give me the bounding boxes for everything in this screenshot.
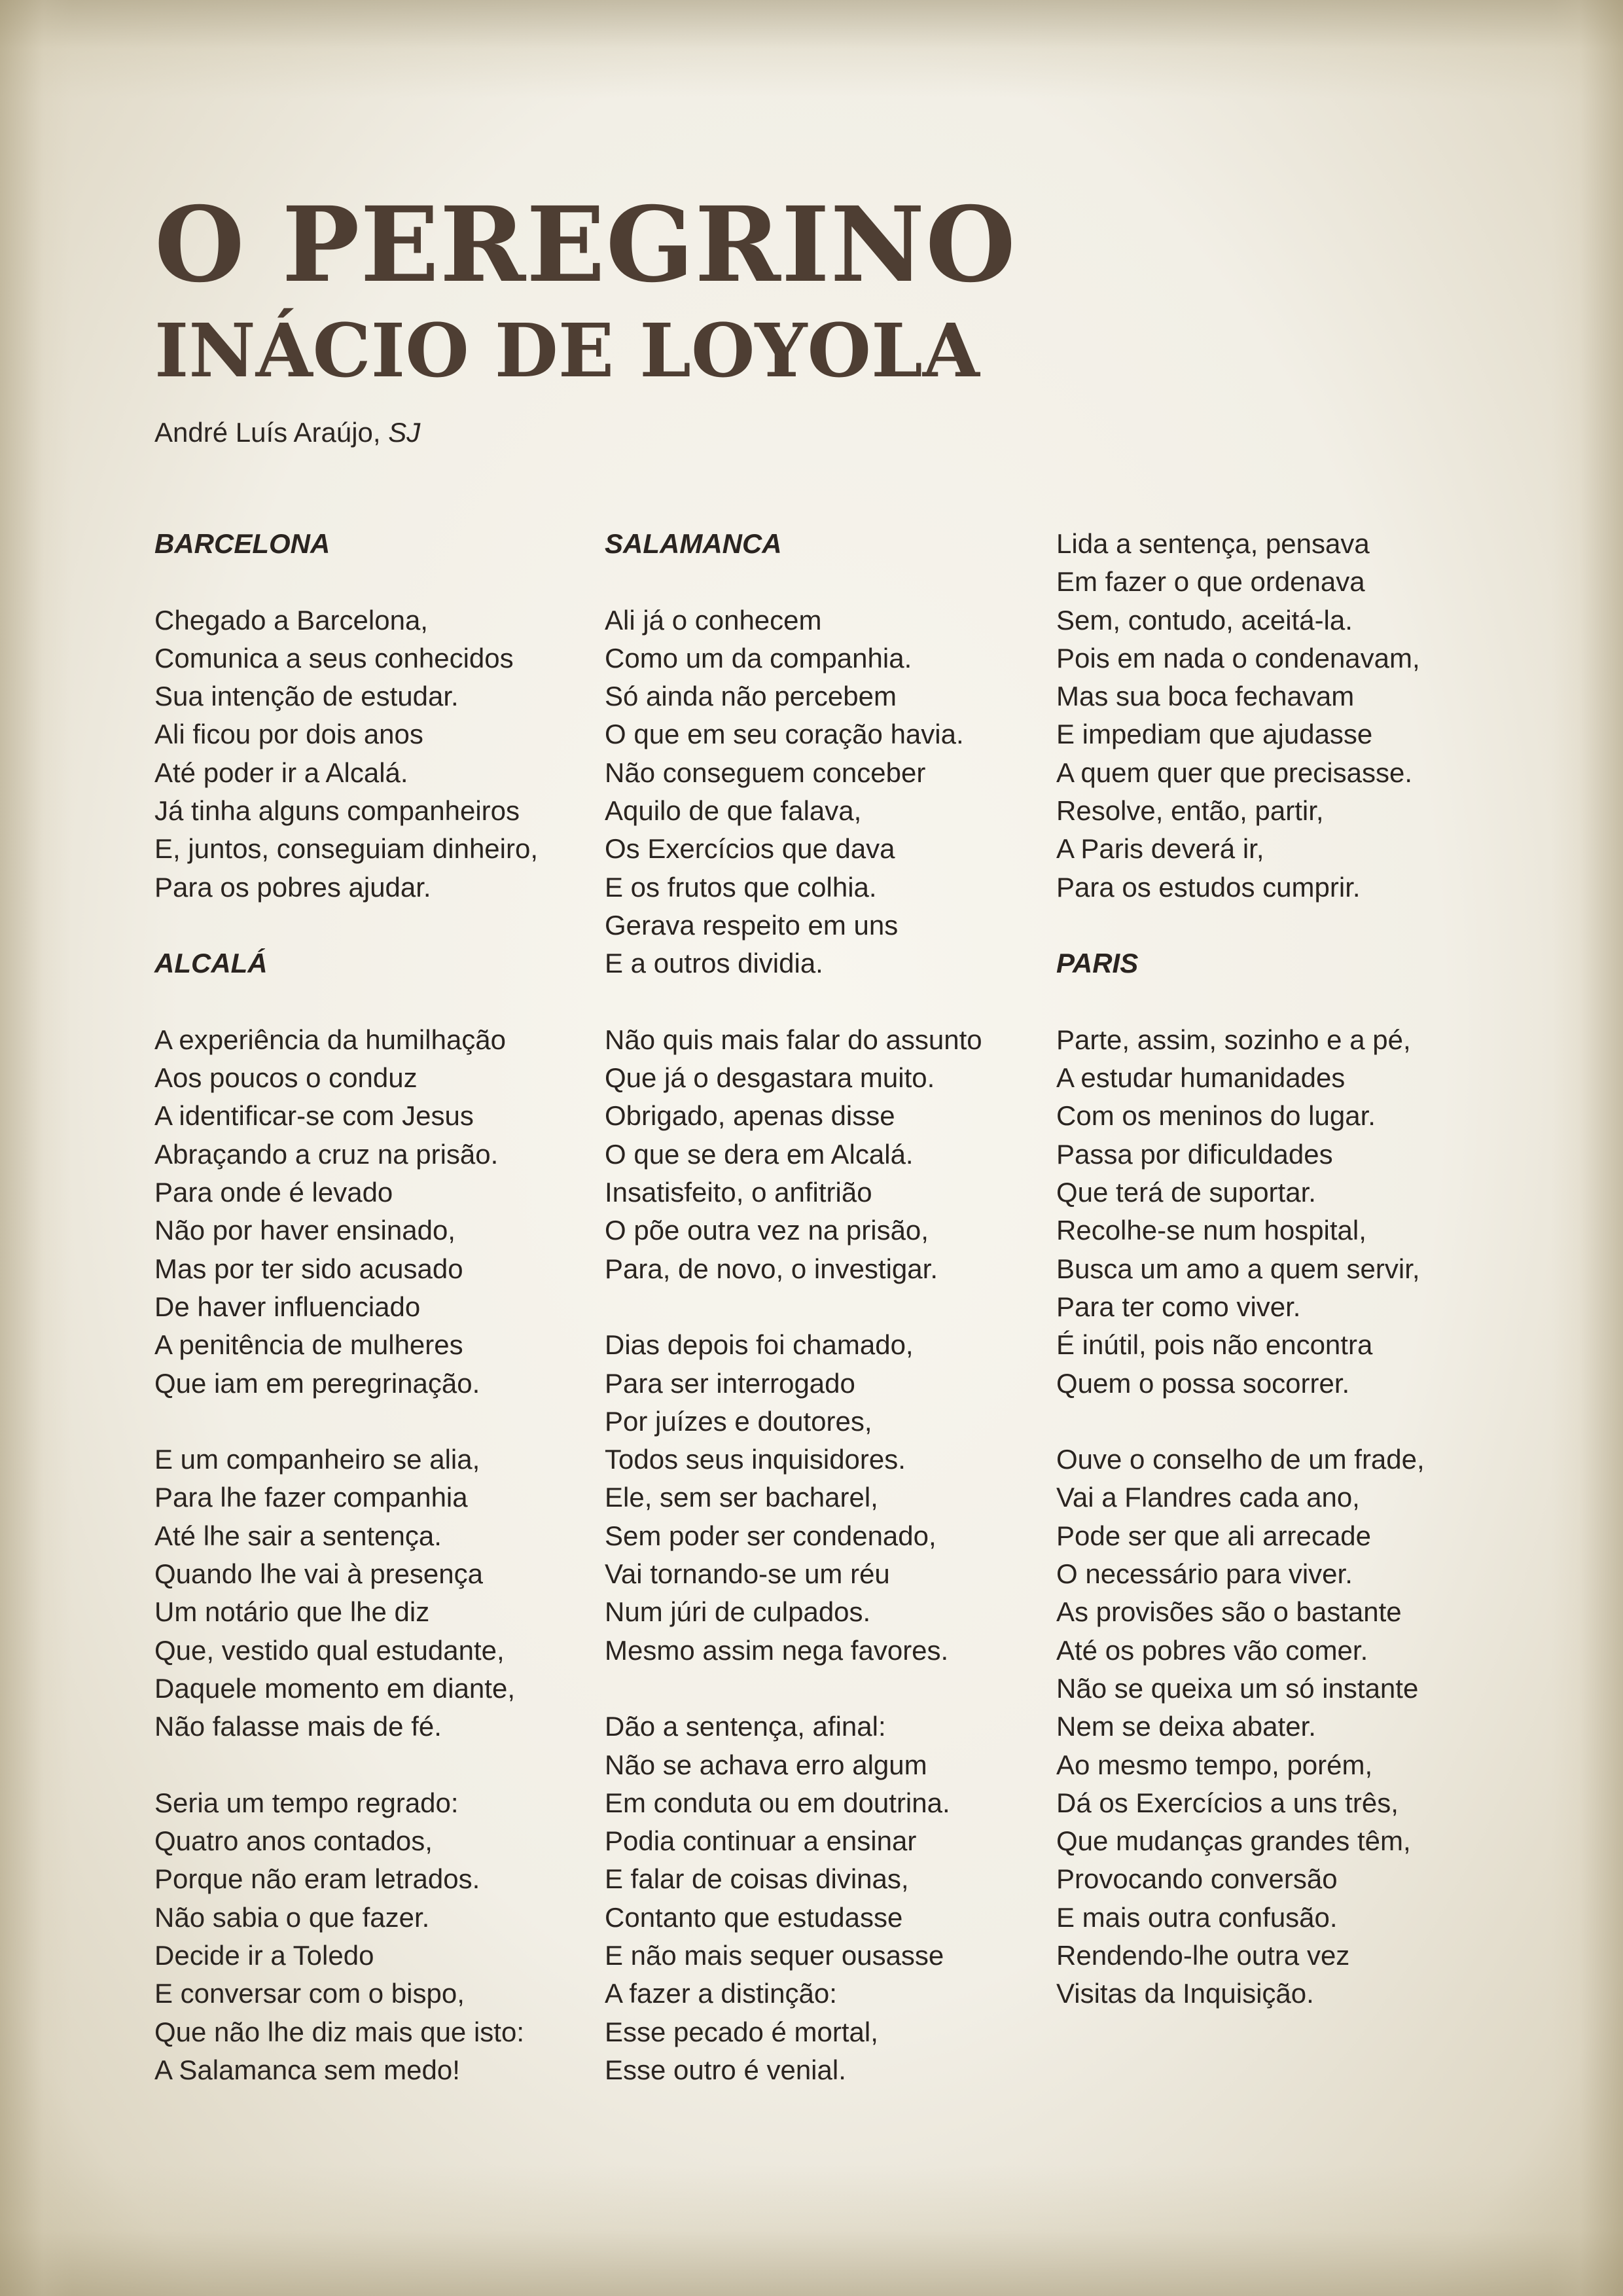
verse-line: Não quis mais falar do assunto [605,1024,982,1055]
verse-line: Visitas da Inquisição. [1056,1978,1314,2009]
verse-line: Que, vestido qual estudante, [154,1634,505,1666]
verse-line: Por juízes e doutores, [605,1405,872,1437]
verse-line: Para ter como viver. [1056,1291,1301,1322]
verse-line: Todos seus inquisidores. [605,1444,906,1475]
verse-line: Num júri de culpados. [605,1596,871,1628]
verse-line: Daquele momento em diante, [154,1672,515,1704]
verse-line: Em fazer o que ordenava [1056,566,1365,598]
section-heading: ALCALÁ [154,948,268,979]
verse-line: Que terá de suportar. [1056,1177,1316,1208]
verse-line: Para ser interrogado [605,1367,855,1399]
verse-line: Sem, contudo, aceitá-la. [1056,604,1353,636]
verse-line: Esse outro é venial. [605,2054,846,2085]
stanza-break [605,563,1024,601]
verse-line: Dias depois foi chamado, [605,1329,914,1361]
verse-line: O põe outra vez na prisão, [605,1215,929,1246]
verse-line: É inútil, pois não encontra [1056,1329,1373,1361]
verse-line: Provocando conversão [1056,1863,1338,1895]
verse-line: E conversar com o bispo, [154,1978,465,2009]
verse-line: Dão a sentença, afinal: [605,1711,886,1742]
verse-line: Não conseguem conceber [605,757,926,788]
verse-line: Insatisfeito, o anfitrião [605,1177,872,1208]
verse-line: Para, de novo, o investigar. [605,1253,938,1284]
verse-line: E falar de coisas divinas, [605,1863,909,1895]
verse-line: E os frutos que colhia. [605,871,877,903]
verse-line: Gerava respeito em uns [605,909,899,941]
verse-line: Como um da companhia. [605,642,912,673]
verse-line: Com os meninos do lugar. [1056,1100,1376,1132]
stanza-break [154,1403,573,1441]
poem-column-3 [1056,525,1475,2013]
verse-line: O que se dera em Alcalá. [605,1138,914,1170]
verse-line: Já tinha alguns companheiros [154,795,520,827]
verse-line: A Salamanca sem medo! [154,2054,460,2085]
verse-line: E não mais sequer ousasse [605,1939,944,1971]
verse-line: A estudar humanidades [1056,1062,1346,1094]
verse-line: Ele, sem ser bacharel, [605,1482,878,1513]
verse-line: Rendendo-lhe outra vez [1056,1939,1350,1971]
poem-column-2 [605,525,1024,2089]
verse-line: Recolhe-se num hospital, [1056,1215,1366,1246]
verse-line: De haver influenciado [154,1291,421,1322]
stanza-break [1056,983,1475,1021]
verse-line: Só ainda não percebem [605,681,897,712]
verse-line: Comunica a seus conhecidos [154,642,514,673]
verse-line: Seria um tempo regrado: [154,1787,459,1818]
verse-line: Quatro anos contados, [154,1825,433,1857]
verse-line: Mas por ter sido acusado [154,1253,463,1284]
paper-edge-right [1551,0,1623,2296]
stanza-break [154,906,573,944]
verse-line: Aos poucos o conduz [154,1062,418,1094]
verse-line: Vai a Flandres cada ano, [1056,1482,1360,1513]
verse-line: Até os pobres vão comer. [1056,1634,1368,1666]
verse-line: Contanto que estudasse [605,1901,903,1933]
verse-line: Esse pecado é mortal, [605,2016,878,2047]
verse-line: A identificar-se com Jesus [154,1100,474,1132]
verse-line: Pois em nada o condenavam, [1056,642,1420,673]
verse-line: Obrigado, apenas disse [605,1100,895,1132]
verse-line: Aquilo de que falava, [605,795,862,827]
verse-line: Ao mesmo tempo, porém, [1056,1749,1373,1780]
verse-line: Vai tornando-se um réu [605,1558,890,1590]
verse-line: Ouve o conselho de um frade, [1056,1444,1425,1475]
verse-line: Ali já o conhecem [605,604,822,636]
paper-edge-bottom [0,2165,1623,2296]
verse-line: Não se achava erro algum [605,1749,927,1780]
stanza-break [605,983,1024,1021]
verse-line: Mesmo assim nega favores. [605,1634,949,1666]
stanza-break [1056,1403,1475,1441]
section-heading: BARCELONA [154,528,330,559]
paper-edge-left [0,0,72,2296]
verse-line: Que mudanças grandes têm, [1056,1825,1411,1857]
paper-edge-top [0,0,1623,98]
verse-line: Até lhe sair a sentença. [154,1520,442,1551]
verse-line: Em conduta ou em doutrina. [605,1787,950,1818]
verse-line: A quem quer que precisasse. [1056,757,1412,788]
verse-line: Ali ficou por dois anos [154,719,423,750]
stanza-break [605,1670,1024,1708]
verse-line: Abraçando a cruz na prisão. [154,1138,499,1170]
verse-line: Chegado a Barcelona, [154,604,428,636]
verse-line: Busca um amo a quem servir, [1056,1253,1420,1284]
verse-line: Parte, assim, sozinho e a pé, [1056,1024,1411,1055]
stanza-break [154,1746,573,1784]
verse-line: Que não lhe diz mais que isto: [154,2016,524,2047]
author-line [154,414,420,452]
verse-line: Dá os Exercícios a uns três, [1056,1787,1399,1818]
verse-line: Mas sua boca fechavam [1056,681,1355,712]
section-heading: PARIS [1056,948,1139,979]
verse-line: Para os estudos cumprir. [1056,871,1361,903]
page-subtitle: INÁCIO DE LOYOLA [154,308,980,394]
stanza-break [154,563,573,601]
verse-line: Os Exercícios que dava [605,833,895,865]
verse-line: Decide ir a Toledo [154,1939,374,1971]
stanza-break [154,983,573,1021]
verse-line: Para os pobres ajudar. [154,871,431,903]
verse-line: Não sabia o que fazer. [154,1901,430,1933]
verse-line: E mais outra confusão. [1056,1901,1338,1933]
verse-line: Quem o possa socorrer. [1056,1367,1350,1399]
verse-line: Pode ser que ali arrecade [1056,1520,1371,1551]
stanza-break [605,1288,1024,1326]
verse-line: Para lhe fazer companhia [154,1482,468,1513]
verse-line: A experiência da humilhação [154,1024,507,1055]
verse-line: Que já o desgastara muito. [605,1062,935,1094]
verse-line: O necessário para viver. [1056,1558,1353,1590]
verse-line: E, juntos, conseguiam dinheiro, [154,833,539,865]
verse-line: O que em seu coração havia. [605,719,964,750]
verse-line: Para onde é levado [154,1177,393,1208]
verse-line: A penitência de mulheres [154,1329,463,1361]
author-suffix: SJ [388,417,421,448]
verse-line: A fazer a distinção: [605,1978,837,2009]
verse-line: Que iam em peregrinação. [154,1367,480,1399]
verse-line: Um notário que lhe diz [154,1596,430,1628]
verse-line: Sua intenção de estudar. [154,681,459,712]
verse-line: Podia continuar a ensinar [605,1825,917,1857]
verse-line: Não por haver ensinado, [154,1215,455,1246]
verse-line: Passa por dificuldades [1056,1138,1333,1170]
verse-line: Resolve, então, partir, [1056,795,1324,827]
section-heading: SALAMANCA [605,528,782,559]
verse-line: A Paris deverá ir, [1056,833,1264,865]
verse-line: Sem poder ser condenado, [605,1520,936,1551]
verse-line: Não falasse mais de fé. [154,1711,442,1742]
verse-line: Não se queixa um só instante [1056,1672,1419,1704]
verse-line: Porque não eram letrados. [154,1863,480,1895]
poem-column-1 [154,525,573,2089]
verse-line: Até poder ir a Alcalá. [154,757,408,788]
verse-line: E impediam que ajudasse [1056,719,1373,750]
verse-line: E um companheiro se alia, [154,1444,480,1475]
verse-line: Lida a sentença, pensava [1056,528,1370,559]
verse-line: Quando lhe vai à presença [154,1558,484,1590]
verse-line: As provisões são o bastante [1056,1596,1402,1628]
author-name: André Luís Araújo, [154,417,389,448]
verse-line: Nem se deixa abater. [1056,1711,1316,1742]
stanza-break [1056,906,1475,944]
page-title: O PEREGRINO [154,185,1016,306]
verse-line: E a outros dividia. [605,948,823,979]
